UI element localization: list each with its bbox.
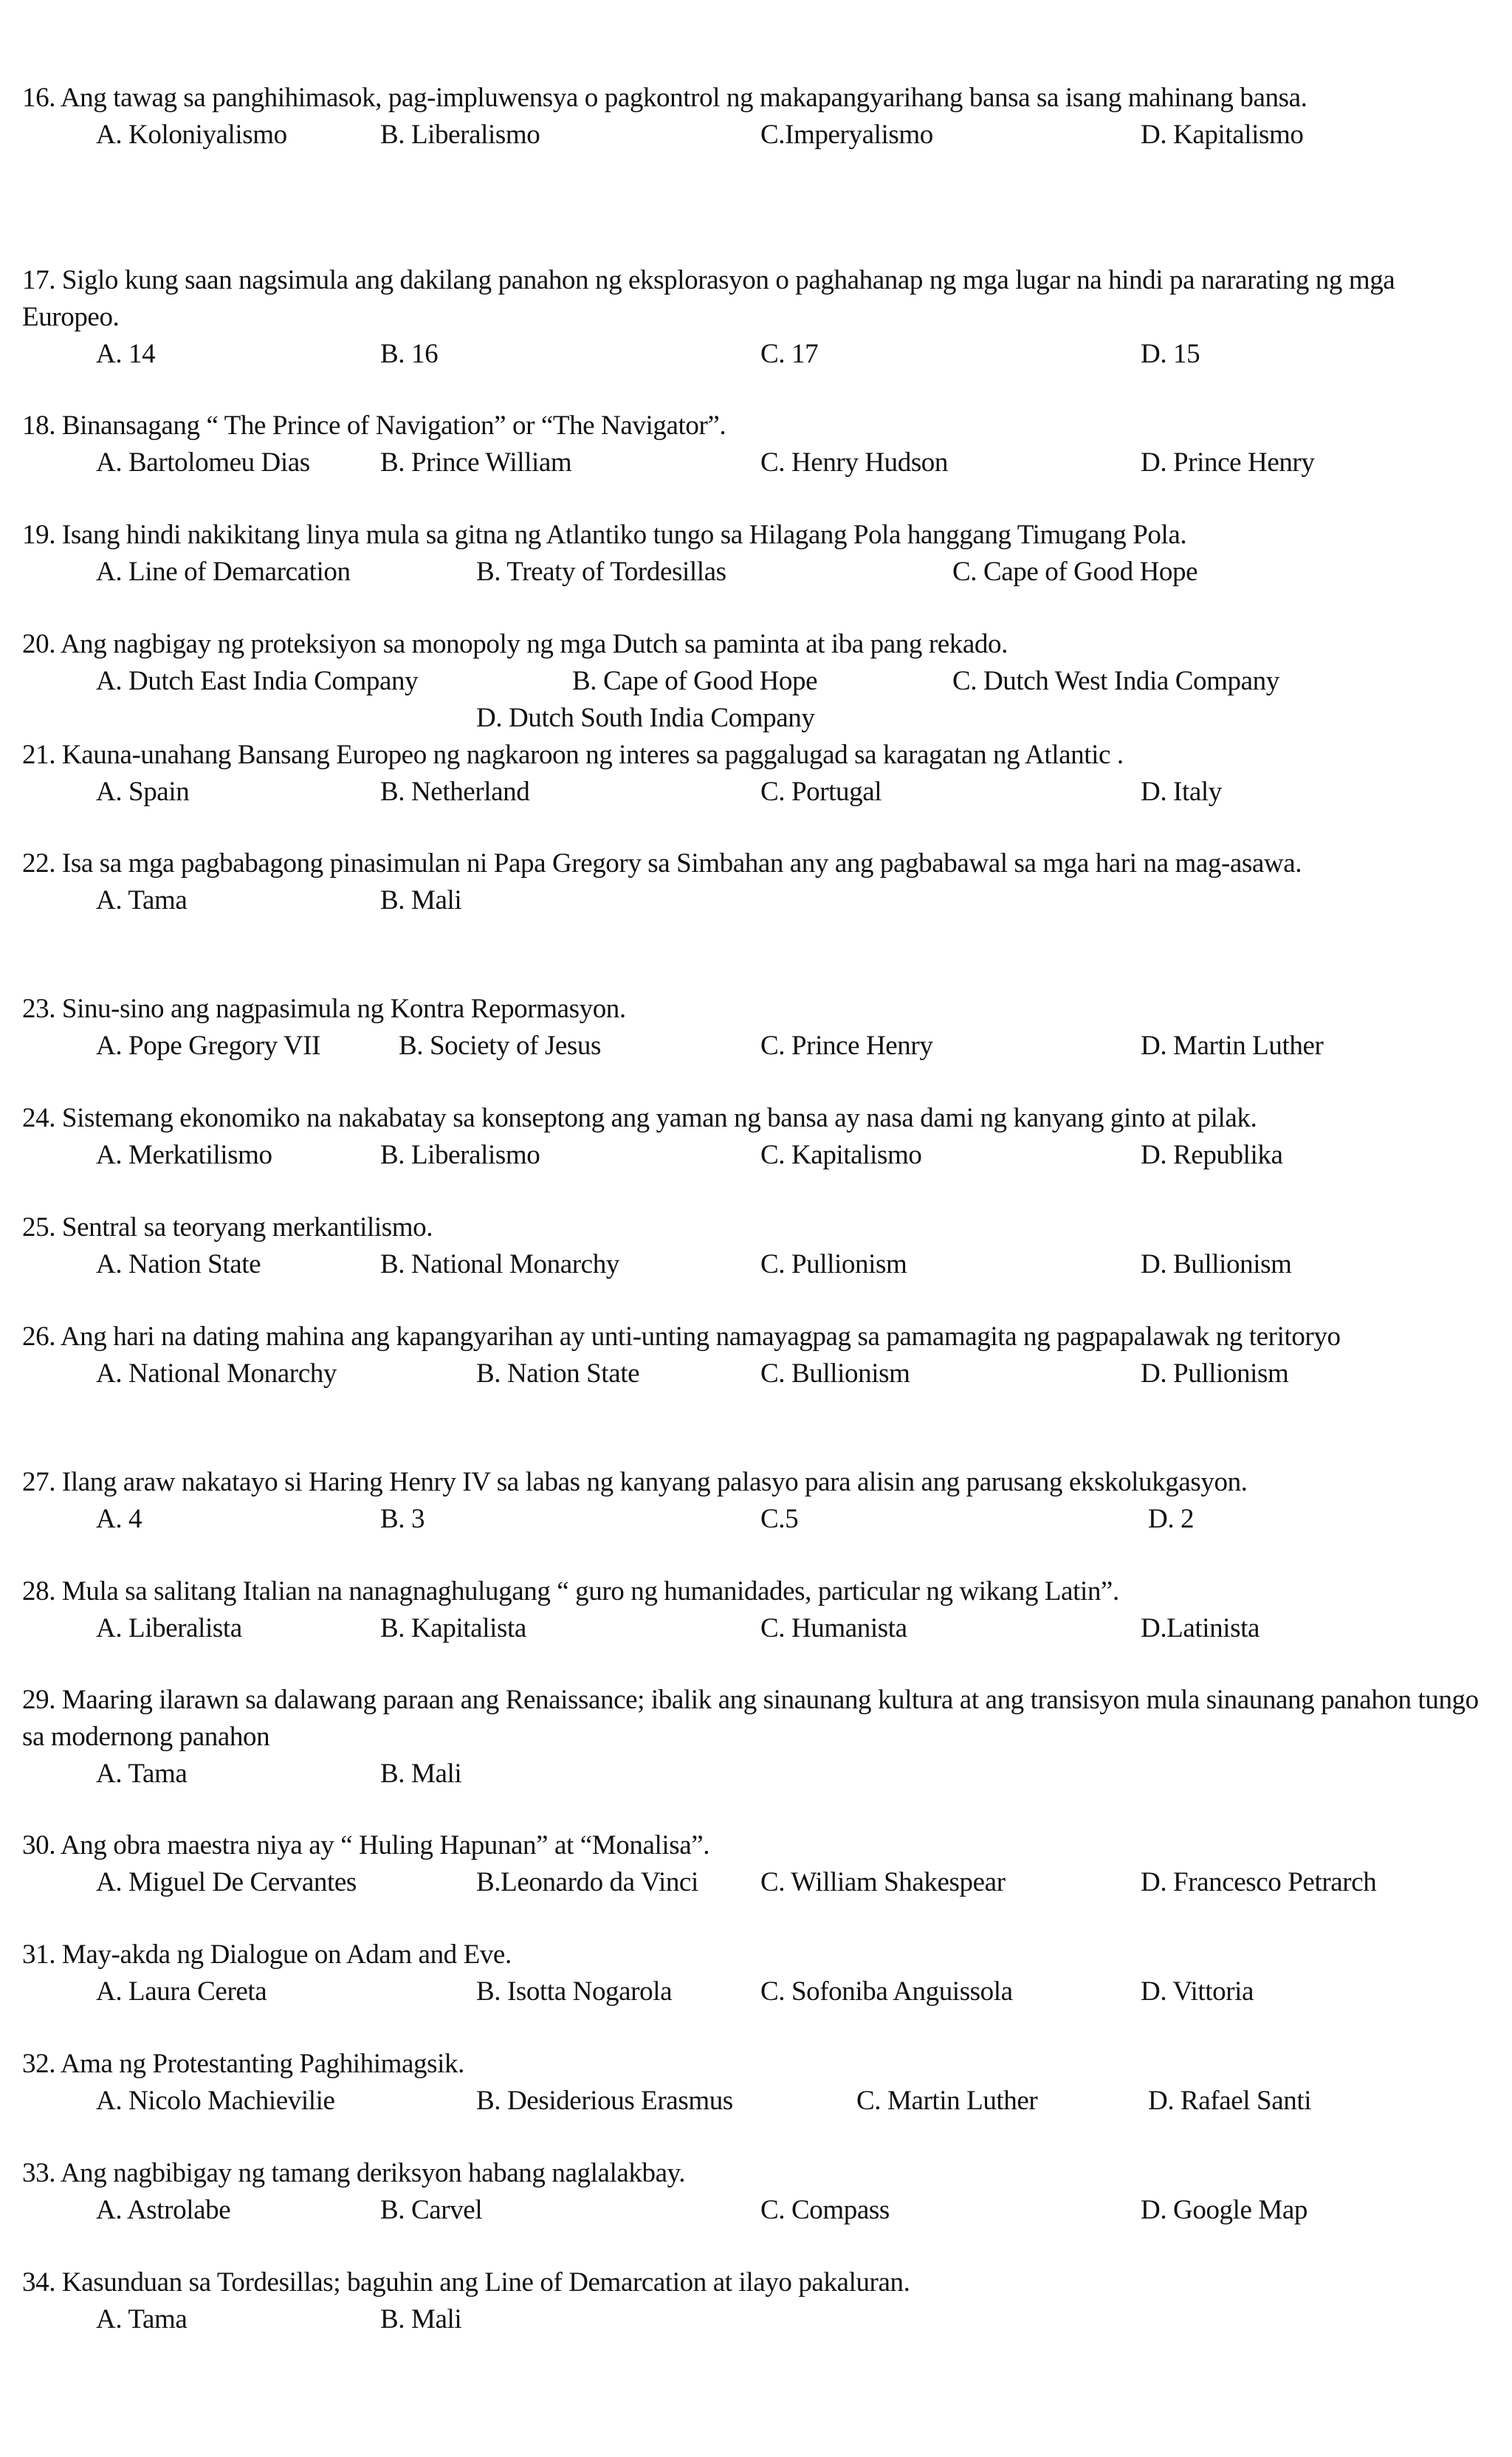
answer-choice: B. National Monarchy xyxy=(380,1249,619,1279)
answer-choice: C. Sofoniba Anguissola xyxy=(760,1976,1013,2007)
question-item xyxy=(22,991,1491,1065)
answer-choice: C. Compass xyxy=(760,2195,890,2225)
question-text: 19. Isang hindi nakikitang linya mula sa gitna ng Atlantiko tungo sa Hilagang Pola hanggang Timugang Pola. xyxy=(22,520,1187,550)
answer-choice: C. Pullionism xyxy=(760,1249,907,1279)
answer-choice: A. Bartolomeu Dias xyxy=(96,447,310,478)
answer-choice: D. Martin Luther xyxy=(1141,1031,1324,1061)
question-text: 23. Sinu-sino ang nagpasimula ng Kontra Repormasyon. xyxy=(22,994,626,1024)
answer-choice: A. Line of Demarcation xyxy=(96,557,351,587)
question-text: 20. Ang nagbigay ng proteksiyon sa monopoly ng mga Dutch sa paminta at iba pang rekado. xyxy=(22,629,1008,659)
answer-choice: C. Dutch West India Company xyxy=(952,666,1279,696)
question-text: 21. Kauna-unahang Bansang Europeo ng nagkaroon ng interes sa paggalugad sa karagatan ng Atlantic . xyxy=(22,740,1124,770)
answer-choice: A. National Monarchy xyxy=(96,1358,337,1389)
answer-choice: D. Rafael Santi xyxy=(1148,2086,1312,2116)
answer-choice: D. 15 xyxy=(1141,339,1200,369)
answer-choice: B. Mali xyxy=(380,885,462,915)
question-item xyxy=(22,1682,1491,1793)
answer-choice: B. Nation State xyxy=(476,1358,640,1389)
choice-row xyxy=(22,1864,1491,1901)
answer-choice: B. Liberalismo xyxy=(380,1140,540,1170)
question-item xyxy=(22,1937,1491,2010)
answer-choice: B. Mali xyxy=(380,1759,462,1789)
answer-choice: B.Leonardo da Vinci xyxy=(476,1867,698,1897)
question-text: 33. Ang nagbibigay ng tamang deriksyon habang naglalakbay. xyxy=(22,2158,686,2188)
answer-choice: A. 4 xyxy=(96,1504,142,1534)
answer-choice: B. Prince William xyxy=(380,447,572,478)
choice-row xyxy=(22,1028,1491,1065)
question-item xyxy=(22,2264,1491,2338)
question-item xyxy=(22,1209,1491,1283)
answer-choice: B. 16 xyxy=(380,339,439,369)
answer-choice: C. Portugal xyxy=(760,777,882,807)
answer-choice: B. Liberalismo xyxy=(380,120,540,150)
choice-row xyxy=(22,882,1491,919)
question-text: 31. May-akda ng Dialogue on Adam and Eve. xyxy=(22,1939,512,1970)
question-item xyxy=(22,1319,1491,1392)
answer-choice: B. Desiderious Erasmus xyxy=(476,2086,733,2116)
question-item xyxy=(22,845,1491,919)
answer-choice: C. Kapitalismo xyxy=(760,1140,922,1170)
choice-row xyxy=(22,1246,1491,1283)
answer-choice: C. William Shakespear xyxy=(760,1867,1006,1897)
answer-choice: C. Cape of Good Hope xyxy=(952,557,1198,587)
answer-choice: D. Dutch South India Company xyxy=(476,703,815,733)
answer-choice: D. Republika xyxy=(1141,1140,1283,1170)
choice-row xyxy=(22,2083,1491,2120)
answer-choice: B. 3 xyxy=(380,1504,425,1534)
answer-choice: A. Tama xyxy=(96,2304,188,2334)
question-item xyxy=(22,2046,1491,2120)
question-item xyxy=(22,408,1491,481)
answer-choice: A. Spain xyxy=(96,777,190,807)
choice-row xyxy=(22,1756,1491,1793)
choice-row xyxy=(22,663,1491,700)
answer-choice: D. Google Map xyxy=(1141,2195,1308,2225)
answer-choice: B. Carvel xyxy=(380,2195,483,2225)
answer-choice: C. Prince Henry xyxy=(760,1031,933,1061)
question-text: 32. Ama ng Protestanting Paghihimagsik. xyxy=(22,2049,464,2079)
answer-choice: A. Tama xyxy=(96,1759,188,1789)
answer-choice: C. Martin Luther xyxy=(856,2086,1038,2116)
choice-row xyxy=(22,700,1491,737)
choice-row xyxy=(22,2192,1491,2229)
question-item xyxy=(22,1573,1491,1647)
choice-row xyxy=(22,1501,1491,1538)
answer-choice: C. 17 xyxy=(760,339,819,369)
question-text: 24. Sistemang ekonomiko na nakabatay sa konseptong ang yaman ng bansa ay nasa dami ng kanyang ginto at pilak. xyxy=(22,1103,1257,1133)
choice-row xyxy=(22,117,1491,154)
question-text: 17. Siglo kung saan nagsimula ang dakilang panahon ng eksplorasyon o paghahanap ng mga lugar na hindi pa nararating ng mga Europeo. xyxy=(22,265,1395,332)
answer-choice: A. 14 xyxy=(96,339,156,369)
answer-choice: D. Francesco Petrarch xyxy=(1141,1867,1377,1897)
question-text: 34. Kasunduan sa Tordesillas; baguhin ang Line of Demarcation at ilayo pakaluran. xyxy=(22,2267,910,2298)
answer-choice: D. Bullionism xyxy=(1141,1249,1292,1279)
choice-row xyxy=(22,1610,1491,1647)
question-text: 22. Isa sa mga pagbabagong pinasimulan ni Papa Gregory sa Simbahan any ang pagbabawal sa mga hari na mag-asawa. xyxy=(22,848,1302,879)
answer-choice: A. Astrolabe xyxy=(96,2195,231,2225)
question-item xyxy=(22,1464,1491,1538)
answer-choice: A. Laura Cereta xyxy=(96,1976,267,2007)
answer-choice: A. Liberalista xyxy=(96,1613,242,1643)
question-item xyxy=(22,626,1491,737)
answer-choice: A. Nicolo Machievilie xyxy=(96,2086,335,2116)
question-text: 26. Ang hari na dating mahina ang kapangyarihan ay unti-unting namayagpag sa pamamagita ng pagpapalawak ng teritoryo xyxy=(22,1322,1341,1352)
question-text: 30. Ang obra maestra niya ay “ Huling Hapunan” at “Monalisa”. xyxy=(22,1830,710,1860)
question-text: 18. Binansagang “ The Prince of Navigation” or “The Navigator”. xyxy=(22,410,726,441)
choice-row xyxy=(22,554,1491,591)
answer-choice: B. Cape of Good Hope xyxy=(572,666,818,696)
answer-choice: C. Humanista xyxy=(760,1613,907,1643)
answer-choice: D. 2 xyxy=(1148,1504,1195,1534)
question-item xyxy=(22,1827,1491,1901)
question-item xyxy=(22,1100,1491,1174)
question-item xyxy=(22,262,1491,373)
answer-choice: B. Netherland xyxy=(380,777,530,807)
answer-choice: A. Koloniyalismo xyxy=(96,120,287,150)
answer-choice: D. Pullionism xyxy=(1141,1358,1289,1389)
question-text: 25. Sentral sa teoryang merkantilismo. xyxy=(22,1212,433,1243)
answer-choice: B. Kapitalista xyxy=(380,1613,526,1643)
answer-choice: C.Imperyalismo xyxy=(760,120,933,150)
answer-choice: C. Henry Hudson xyxy=(760,447,949,478)
choice-row xyxy=(22,336,1491,373)
question-text: 28. Mula sa salitang Italian na nanagnaghulugang “ guro ng humanidades, particular ng wikang Latin”. xyxy=(22,1576,1119,1606)
answer-choice: A. Nation State xyxy=(96,1249,261,1279)
question-item xyxy=(22,737,1491,811)
question-text: 27. Ilang araw nakatayo si Haring Henry IV sa labas ng kanyang palasyo para alisin ang parusang ekskolukgasyon. xyxy=(22,1467,1248,1497)
answer-choice: A. Miguel De Cervantes xyxy=(96,1867,357,1897)
answer-choice: B. Society of Jesus xyxy=(399,1031,602,1061)
answer-choice: C. Bullionism xyxy=(760,1358,910,1389)
answer-choice: A. Pope Gregory VII xyxy=(96,1031,321,1061)
answer-choice: D. Italy xyxy=(1141,777,1222,807)
answer-choice: B. Isotta Nogarola xyxy=(476,1976,673,2007)
answer-choice: A. Dutch East India Company xyxy=(96,666,419,696)
question-item xyxy=(22,80,1491,154)
answer-choice: D. Vittoria xyxy=(1141,1976,1254,2007)
question-text: 29. Maaring ilarawn sa dalawang paraan ang Renaissance; ibalik ang sinaunang kultura at ang transisyon mula sinaunang panahon tungo sa modernong panahon xyxy=(22,1685,1479,1752)
answer-choice: B. Treaty of Tordesillas xyxy=(476,557,726,587)
answer-choice: A. Tama xyxy=(96,885,188,915)
choice-row xyxy=(22,2301,1491,2338)
choice-row xyxy=(22,1355,1491,1392)
answer-choice: D. Kapitalismo xyxy=(1141,120,1304,150)
answer-choice: A. Merkatilismo xyxy=(96,1140,272,1170)
answer-choice: C.5 xyxy=(760,1504,799,1534)
answer-choice: D.Latinista xyxy=(1141,1613,1260,1643)
question-item xyxy=(22,2155,1491,2229)
choice-row xyxy=(22,1973,1491,2010)
choice-row xyxy=(22,444,1491,481)
question-text: 16. Ang tawag sa panghihimasok, pag-impluwensya o pagkontrol ng makapangyarihang bansa sa isang mahinang bansa. xyxy=(22,83,1307,113)
choice-row xyxy=(22,774,1491,811)
answer-choice: B. Mali xyxy=(380,2304,462,2334)
question-item xyxy=(22,517,1491,591)
choice-row xyxy=(22,1137,1491,1174)
answer-choice: D. Prince Henry xyxy=(1141,447,1315,478)
